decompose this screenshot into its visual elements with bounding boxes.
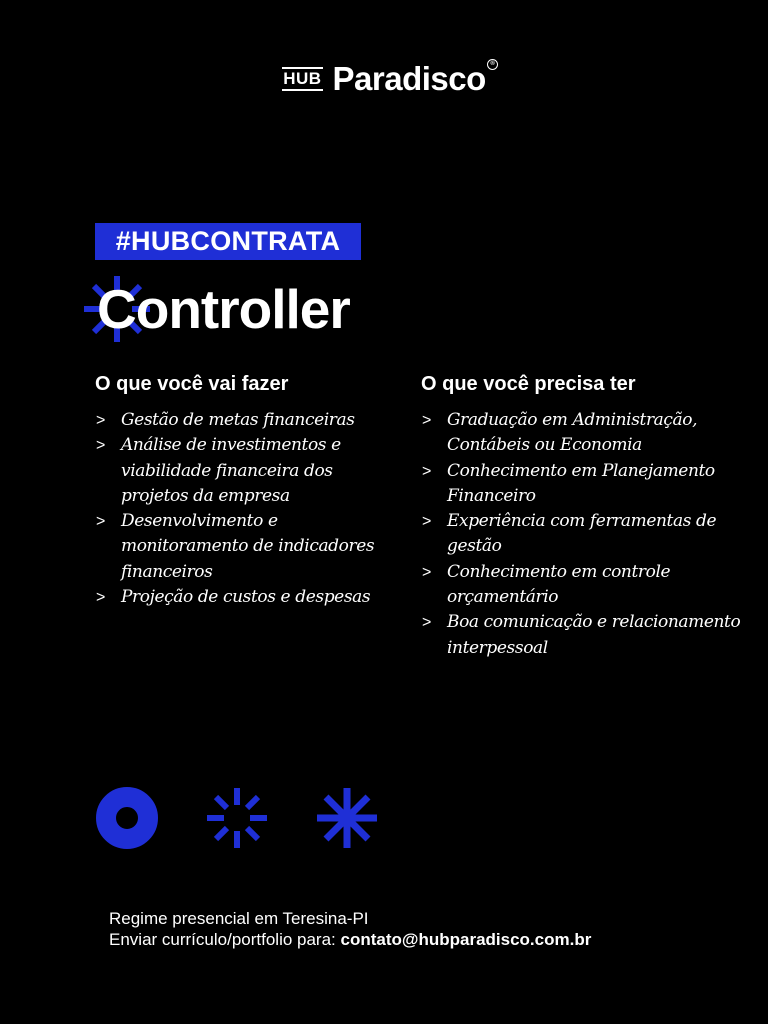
- contact-email[interactable]: contato@hubparadisco.com.br: [340, 930, 592, 949]
- contact-label: Enviar currículo/portfolio para:: [109, 930, 341, 949]
- footer: [109, 908, 591, 950]
- list-item: > Desenvolvimento e monitoramento de indicadores financeiros: [95, 509, 395, 585]
- logo-name: [332, 60, 495, 98]
- list-item: > Graduação em Administração, Contábeis ou Economia: [421, 408, 741, 459]
- hashtag-badge: #HUBCONTRATA: [95, 223, 361, 260]
- responsibilities-section: [95, 372, 395, 610]
- requirements-section: [421, 372, 741, 661]
- job-title-block: [82, 274, 422, 346]
- job-title: Controller: [97, 278, 350, 340]
- logo-name-text: Paradisco: [332, 60, 486, 97]
- burst-icon: [205, 786, 269, 850]
- list-item: > Conhecimento em Planejamento Financeiro: [421, 459, 741, 510]
- logo-hub: HUB: [282, 67, 322, 91]
- list-item: > Experiência com ferramentas de gestão: [421, 509, 741, 560]
- list-item: > Conhecimento em controle orçamentário: [421, 560, 741, 611]
- list-item: > Gestão de metas financeiras: [95, 408, 395, 433]
- list-item: > Análise de investimentos e viabilidade financeira dos projetos da empresa: [95, 433, 395, 509]
- requirements-heading: O que você precisa ter: [421, 373, 636, 395]
- list-item: > Projeção de custos e despesas: [95, 585, 395, 610]
- responsibilities-heading: O que você vai fazer: [95, 373, 289, 395]
- work-regime: Regime presencial em Teresina-PI: [109, 909, 369, 928]
- requirements-list: [421, 408, 741, 661]
- registered-mark: ®: [487, 59, 498, 70]
- asterisk-icon: [315, 786, 379, 850]
- contact-line: [109, 929, 591, 950]
- list-item: > Boa comunicação e relacionamento interpessoal: [421, 610, 741, 661]
- logo: [0, 60, 768, 98]
- decorative-shapes: [95, 786, 395, 852]
- responsibilities-list: [95, 408, 395, 610]
- ring-icon: [95, 786, 159, 850]
